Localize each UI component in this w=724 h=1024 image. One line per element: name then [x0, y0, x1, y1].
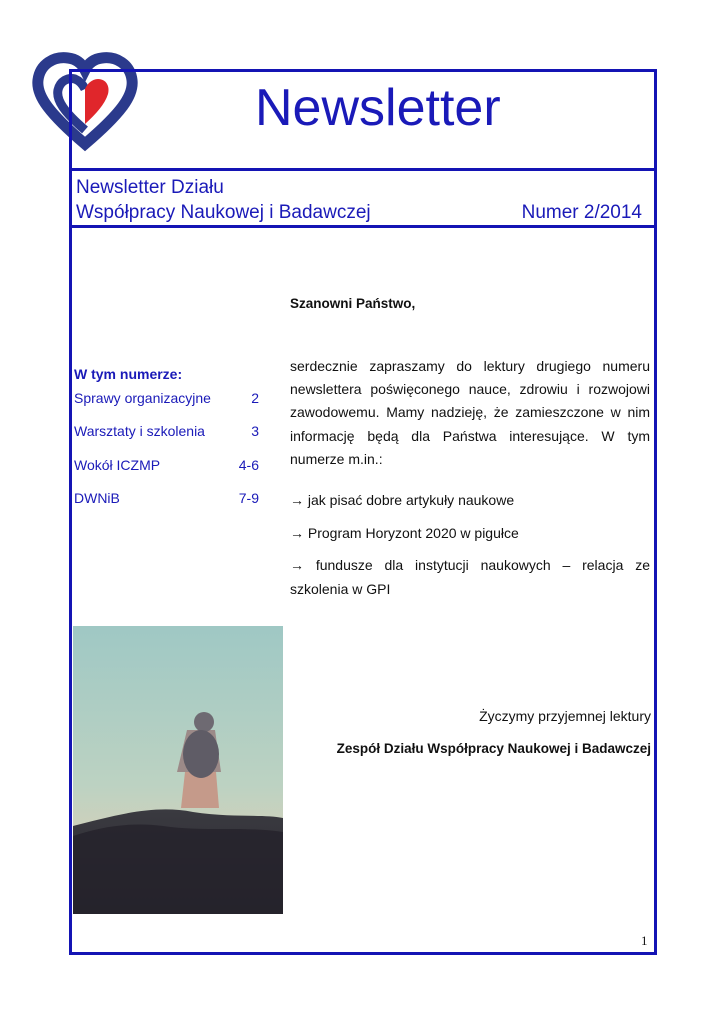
subtitle-line-1: Newsletter Działu [76, 177, 224, 198]
toc-item-label: Wokół ICZMP [74, 457, 161, 473]
bullet-item: → Program Horyzont 2020 w pigułce [290, 525, 519, 541]
closing-line: Życzymy przyjemnej lektury [479, 708, 651, 724]
toc-item-page: 2 [251, 390, 259, 406]
monument-photo [73, 626, 283, 914]
toc-item[interactable] [74, 490, 269, 506]
intro-paragraph: serdecznie zapraszamy do lektury drugiego numeru newslettera poświęconego nauce, zdrowiu i rozwojowi zawodowemu. Mamy nadzieję, że zamieszczone w nim informację będą dla Państwa interesujące. W tym numerze m.in.: [290, 358, 650, 467]
toc-item-label: DWNiB [74, 490, 120, 506]
newsletter-title: Newsletter [255, 79, 501, 137]
toc-item[interactable] [74, 423, 269, 439]
toc-item-page: 4-6 [238, 457, 259, 473]
greeting: Szanowni Państwo, [290, 296, 416, 311]
toc-item-label: Sprawy organizacyjne [74, 390, 211, 406]
team-signature: Zespół Działu Współpracy Naukowej i Badawczej [336, 741, 651, 756]
subtitle-box [69, 168, 657, 228]
bullet-item: → fundusze dla instytucji naukowych – relacja ze szkolenia w GPI [290, 557, 650, 597]
toc-item[interactable] [74, 390, 269, 406]
toc-item-label: Warsztaty i szkolenia [74, 423, 205, 439]
toc-item-page: 7-9 [238, 490, 259, 506]
toc-item[interactable] [74, 457, 269, 473]
page-number: 1 [641, 933, 648, 948]
bullet-item: → jak pisać dobre artykuły naukowe [290, 492, 515, 508]
toc-item-page: 3 [251, 423, 259, 439]
toc-heading: W tym numerze: [74, 366, 183, 382]
subtitle-line-2: Współpracy Naukowej i Badawczej [76, 202, 371, 223]
issue-number: Numer 2/2014 [521, 202, 642, 223]
